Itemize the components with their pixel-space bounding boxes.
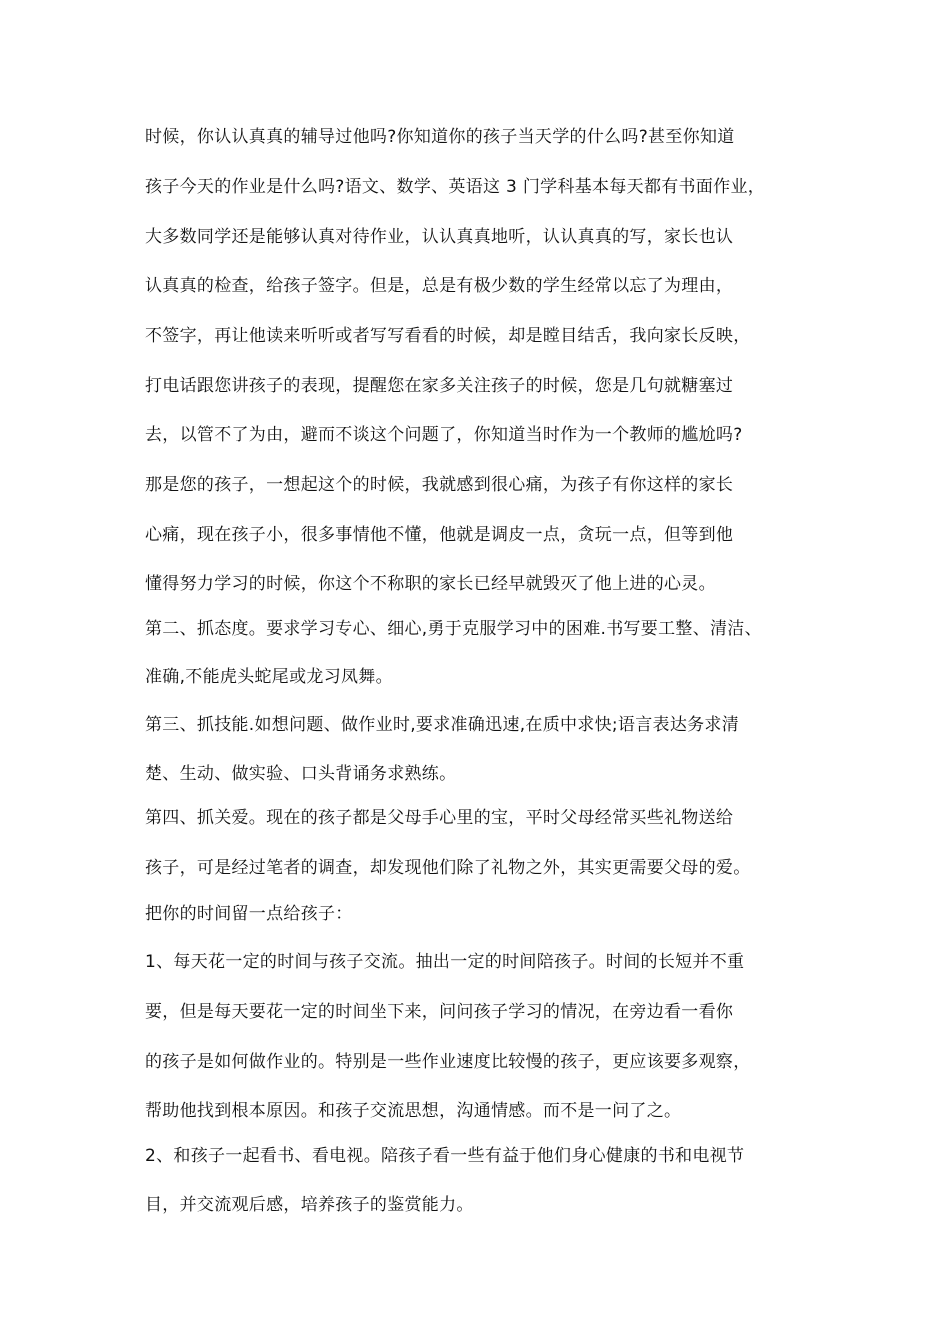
paragraph-line: 2、和孩子一起看书、看电视。陪孩子看一些有益于他们身心健康的书和电视节 — [145, 1146, 745, 1166]
paragraph-line: 第四、抓关爱。现在的孩子都是父母手心里的宝，平时父母经常买些礼物送给 — [145, 808, 734, 828]
paragraph-line: 懂得努力学习的时候，你这个不称职的家长已经早就毁灭了他上进的心灵。 — [145, 574, 716, 594]
paragraph-line: 不签字，再让他读来听听或者写写看看的时候，却是瞠目结舌，我向家长反映， — [145, 326, 751, 346]
paragraph-line: 把你的时间留一点给孩子： — [145, 904, 353, 924]
paragraph-line: 1、每天花一定的时间与孩子交流。抽出一定的时间陪孩子。时间的长短并不重 — [145, 952, 745, 972]
paragraph-line: 第三、抓技能.如想问题、做作业时,要求准确迅速,在质中求快;语言表达务求清 — [145, 715, 740, 735]
paragraph-line: 的孩子是如何做作业的。特别是一些作业速度比较慢的孩子，更应该要多观察， — [145, 1052, 751, 1072]
paragraph-line: 目，并交流观后感，培养孩子的鉴赏能力。 — [145, 1195, 474, 1215]
paragraph-line: 认真真的检查，给孩子签字。但是，总是有极少数的学生经常以忘了为理由， — [145, 276, 734, 296]
paragraph-line: 第二、抓态度。要求学习专心、细心,勇于克服学习中的困难.书写要工整、清洁、 — [145, 619, 762, 639]
paragraph-line: 去，以管不了为由，避而不谈这个问题了，你知道当时作为一个教师的尴尬吗? — [145, 425, 743, 445]
paragraph-line: 要，但是每天要花一定的时间坐下来，问问孩子学习的情况，在旁边看一看你 — [145, 1002, 734, 1022]
paragraph-line: 孩子，可是经过笔者的调查，却发现他们除了礼物之外，其实更需要父母的爱。 — [145, 858, 751, 878]
paragraph-line: 楚、生动、做实验、口头背诵务求熟练。 — [145, 764, 457, 784]
paragraph-line: 心痛，现在孩子小，很多事情他不懂，他就是调皮一点，贪玩一点，但等到他 — [145, 525, 734, 545]
paragraph-line: 准确,不能虎头蛇尾或龙习凤舞。 — [145, 667, 393, 687]
paragraph-line: 那是您的孩子，一想起这个的时候，我就感到很心痛，为孩子有你这样的家长 — [145, 475, 734, 495]
paragraph-line: 打电话跟您讲孩子的表现，提醒您在家多关注孩子的时候，您是几句就糖塞过 — [145, 376, 734, 396]
paragraph-line: 孩子今天的作业是什么吗?语文、数学、英语这 3 门学科基本每天都有书面作业， — [145, 177, 766, 197]
paragraph-line: 时候，你认认真真的辅导过他吗?你知道你的孩子当天学的什么吗?甚至你知道 — [145, 127, 735, 147]
paragraph-line: 大多数同学还是能够认真对待作业，认认真真地听，认认真真的写，家长也认 — [145, 227, 734, 247]
paragraph-line: 帮助他找到根本原因。和孩子交流思想，沟通情感。而不是一问了之。 — [145, 1101, 682, 1121]
